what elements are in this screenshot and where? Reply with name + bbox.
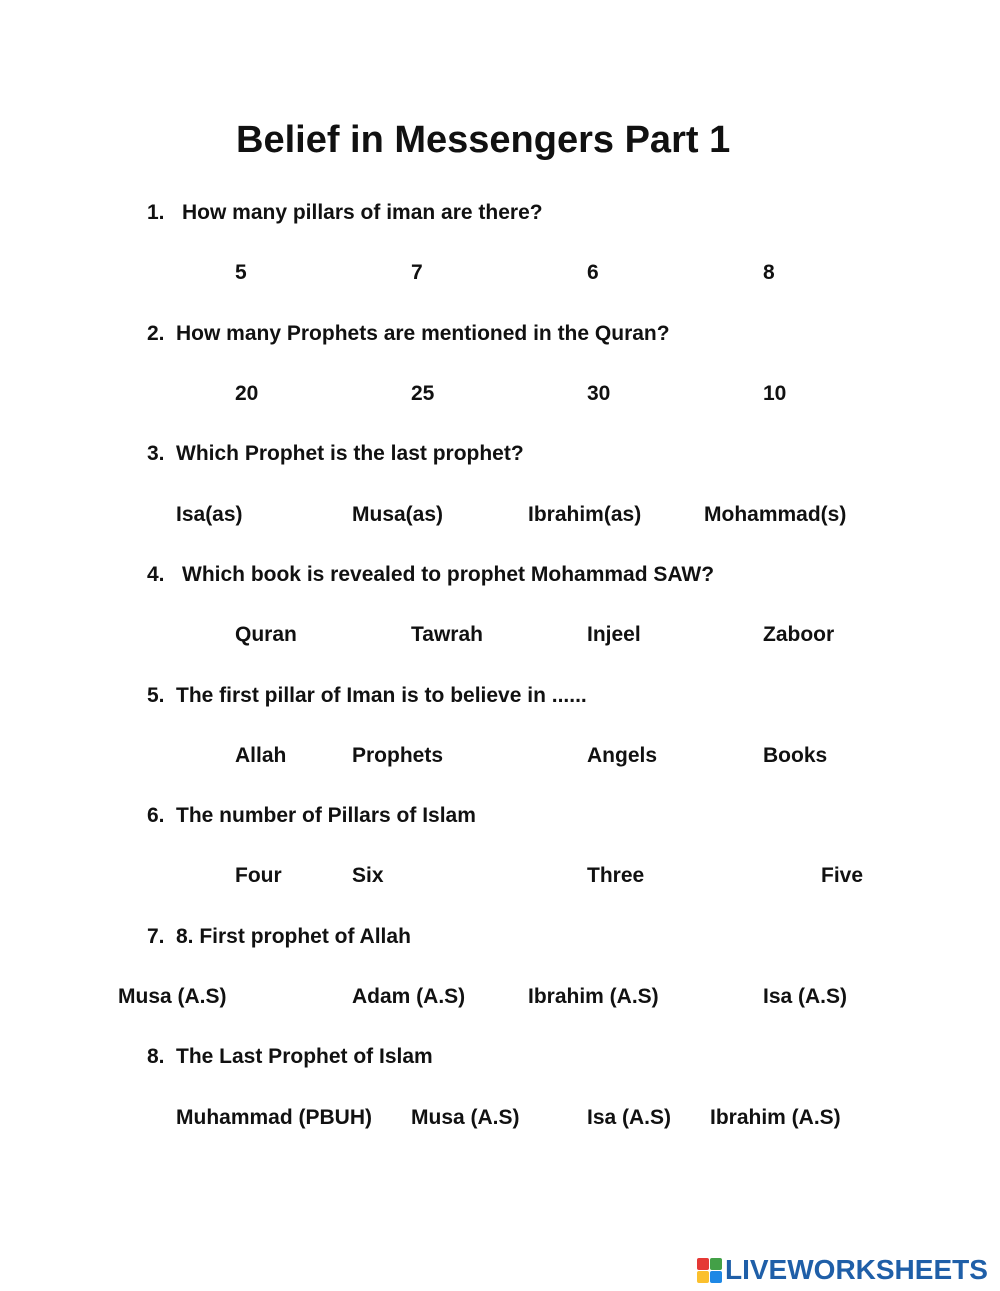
answer-option[interactable]: Musa (A.S) bbox=[118, 985, 227, 1008]
question-number: 8. bbox=[147, 1045, 165, 1068]
question-number: 6. bbox=[147, 804, 165, 827]
question-number: 4. bbox=[147, 563, 165, 586]
question-8 bbox=[0, 1044, 1000, 1070]
answer-option[interactable]: Tawrah bbox=[411, 623, 483, 646]
answer-option[interactable]: 20 bbox=[235, 382, 259, 405]
answer-option[interactable]: 8 bbox=[763, 261, 775, 284]
answer-option[interactable]: Angels bbox=[587, 744, 658, 767]
answer-option[interactable]: Prophets bbox=[352, 744, 444, 767]
answer-option[interactable]: Musa(as) bbox=[352, 503, 444, 526]
answer-option[interactable]: 6 bbox=[587, 261, 599, 284]
answer-option[interactable]: Zaboor bbox=[763, 623, 835, 646]
logo-text: LIVEWORKSHEETS bbox=[725, 1254, 988, 1285]
answer-option[interactable]: Mohammad(s) bbox=[704, 503, 847, 526]
answer-option[interactable]: Ibrahim(as) bbox=[528, 503, 642, 526]
question-1 bbox=[0, 200, 1000, 226]
question-2 bbox=[0, 321, 1000, 347]
question-text: How many pillars of iman are there? bbox=[182, 201, 543, 224]
question-5 bbox=[0, 683, 1000, 709]
answer-option[interactable]: 10 bbox=[763, 382, 787, 405]
answer-option[interactable]: 30 bbox=[587, 382, 611, 405]
logo-square-icon bbox=[710, 1271, 722, 1283]
logo-square-icon bbox=[710, 1258, 722, 1270]
logo-square-icon bbox=[697, 1258, 709, 1270]
question-text: 8. First prophet of Allah bbox=[176, 925, 411, 948]
question-text: How many Prophets are mentioned in the Quran? bbox=[176, 322, 670, 345]
answer-option[interactable]: Ibrahim (A.S) bbox=[528, 985, 659, 1008]
question-3 bbox=[0, 441, 1000, 467]
question-7 bbox=[0, 924, 1000, 950]
answer-option[interactable]: Six bbox=[352, 864, 384, 887]
question-number: 5. bbox=[147, 684, 165, 707]
question-4 bbox=[0, 562, 1000, 588]
answer-option[interactable]: Ibrahim (A.S) bbox=[710, 1106, 841, 1129]
question-text: The first pillar of Iman is to believe in ...... bbox=[176, 684, 587, 707]
question-text: The Last Prophet of Islam bbox=[176, 1045, 433, 1068]
answer-option[interactable]: Quran bbox=[235, 623, 297, 646]
page-title: Belief in Messengers Part 1 bbox=[236, 119, 731, 161]
answer-option[interactable]: Musa (A.S) bbox=[411, 1106, 520, 1129]
question-number: 3. bbox=[147, 442, 165, 465]
question-number: 1. bbox=[147, 201, 165, 224]
answer-option[interactable]: Isa (A.S) bbox=[587, 1106, 672, 1129]
answer-option[interactable]: 5 bbox=[235, 261, 247, 284]
question-text: Which Prophet is the last prophet? bbox=[176, 442, 524, 465]
answer-option[interactable]: Books bbox=[763, 744, 828, 767]
answer-option[interactable]: Isa(as) bbox=[176, 503, 243, 526]
answer-option[interactable]: Isa (A.S) bbox=[763, 985, 848, 1008]
question-number: 7. bbox=[147, 925, 165, 948]
answer-option[interactable]: Five bbox=[821, 864, 864, 887]
answer-option[interactable]: 7 bbox=[411, 261, 423, 284]
answer-option[interactable]: Allah bbox=[235, 744, 287, 767]
liveworksheets-logo-icon bbox=[697, 1258, 722, 1283]
logo-square-icon bbox=[697, 1271, 709, 1283]
answer-option[interactable]: Injeel bbox=[587, 623, 641, 646]
answer-option[interactable]: 25 bbox=[411, 382, 435, 405]
question-number: 2. bbox=[147, 322, 165, 345]
question-text: The number of Pillars of Islam bbox=[176, 804, 476, 827]
liveworksheets-logo bbox=[697, 1255, 988, 1285]
answer-option[interactable]: Muhammad (PBUH) bbox=[176, 1106, 373, 1129]
answer-option[interactable]: Four bbox=[235, 864, 282, 887]
question-6 bbox=[0, 803, 1000, 829]
answer-option[interactable]: Three bbox=[587, 864, 645, 887]
answer-option[interactable]: Adam (A.S) bbox=[352, 985, 466, 1008]
question-text: Which book is revealed to prophet Mohammad SAW? bbox=[182, 563, 715, 586]
